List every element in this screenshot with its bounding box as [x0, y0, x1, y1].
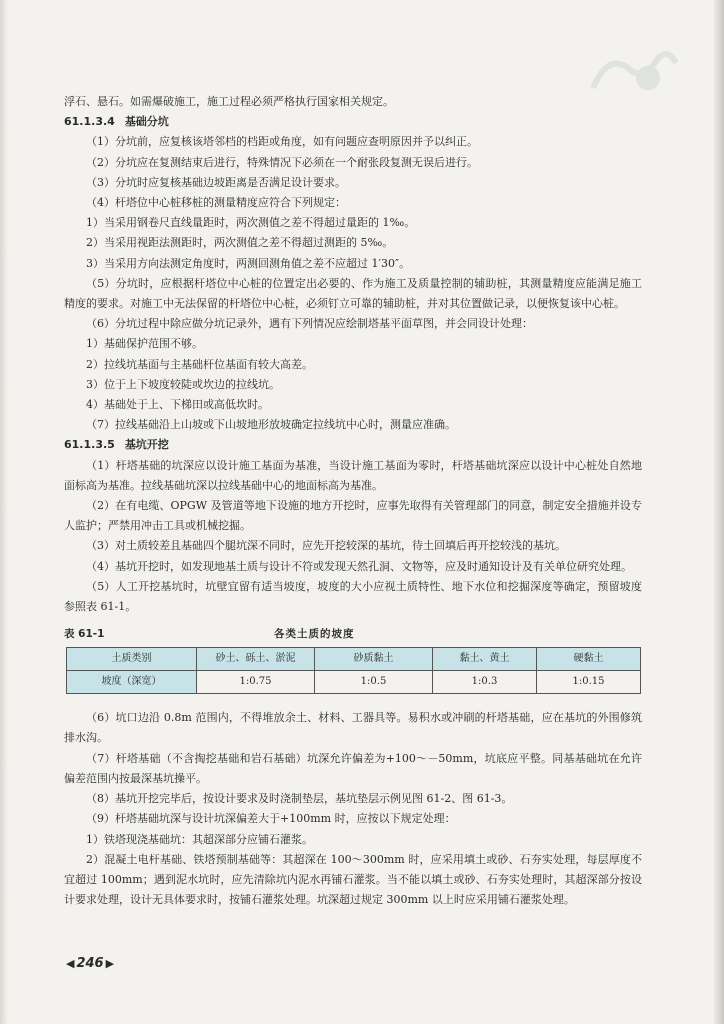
sub-list-item: 2）当采用视距法测距时，两次测值之差不得超过测距的 5‰。: [86, 236, 394, 250]
page-gutter-shadow: [0, 0, 8, 1024]
page-edge: [714, 0, 724, 1024]
triangle-left-icon: ◀: [66, 957, 75, 970]
paragraph: （3）对土质较差且基础四个腿坑深不同时，应先开挖较深的基坑，待土回填后再开挖较浅的基坑。: [86, 539, 566, 553]
page-number: 246: [76, 956, 104, 971]
table-cell: 1:0.3: [433, 671, 537, 694]
list-item: （2）分坑应在复测结束后进行，特殊情况下必须在一个耐张段复测无误后进行。: [86, 155, 478, 169]
table-row-label: 坡度（深宽）: [67, 671, 197, 694]
table-cell: 1:0.5: [315, 671, 433, 694]
list-item: （7）拉线基础沿上山坡或下山坡地形放坡确定拉线坑中心时，测量应准确。: [86, 418, 456, 432]
document-body: [64, 92, 642, 910]
soil-slope-table: [66, 647, 641, 694]
sub-list-item: 4）基础处于上、下梯田或高低坎时。: [86, 398, 269, 412]
sub-list-item: 3）位于上下坡度较陡或坎边的拉线坑。: [86, 377, 280, 391]
page-footer: [66, 956, 114, 971]
triangle-right-icon: ▶: [105, 957, 115, 970]
section-heading-61-1-3-4: 61.1.3.4 基础分坑: [64, 115, 169, 129]
paragraph: （4）基坑开挖时，如发现地基土质与设计不符或发现天然孔洞、文物等，应及时通知设计及有关单位研究处理。: [86, 559, 632, 573]
paragraph: （2）在有电缆、OPGW 及管道等地下设施的地方开挖时，应事先取得有关管理部门的同意，制定安全措施并设专人监护；严禁用冲击工具或机械挖掘。: [64, 499, 642, 533]
table-title: 各类土质的坡度: [274, 628, 355, 641]
sub-list-item: 2）拉线坑基面与主基础杆位基面有较大高差。: [86, 357, 313, 371]
section-heading-61-1-3-5: 61.1.3.5 基坑开挖: [64, 438, 169, 452]
list-item: （3）分坑时应复核基础边坡距离是否满足设计要求。: [86, 175, 346, 189]
paragraph: 浮石、悬石。如需爆破施工，施工过程必须严格执行国家相关规定。: [64, 95, 394, 108]
table-number: 表 61-1: [64, 628, 105, 641]
table-header-cell: 砂土、砾土、淤泥: [197, 648, 315, 671]
sub-list-item: 1）铁塔现浇基础坑：其超深部分应铺石灌浆。: [86, 832, 313, 846]
paragraph: （5）人工开挖基坑时，坑壁宜留有适当坡度，坡度的大小应视土质特性、地下水位和挖掘深度等确定，预留坡度参照表 61-1。: [64, 579, 642, 614]
table-caption: [64, 623, 642, 645]
table-header-cell: 砂质黏土: [315, 648, 433, 671]
table-row: [67, 671, 641, 694]
table-header-cell: 硬黏土: [537, 648, 641, 671]
table-header-cell: 土质类别: [67, 648, 197, 671]
list-item: （1）分坑前，应复核该塔邻档的档距或角度，如有问题应查明原因并予以纠正。: [86, 135, 478, 149]
paragraph: （1）杆塔基础的坑深应以设计施工基面为基准，当设计施工基面为零时，杆塔基础坑深应以设计中心桩处自然地面标高为基准。拉线基础坑深以拉线基础中心的地面标高为基准。: [64, 458, 642, 492]
table-cell: 1:0.75: [197, 671, 315, 694]
sub-list-item: 2）混凝土电杆基础、铁塔预制基础等：其超深在 100～300mm 时，应采用填土或砂、石夯实处理，每层厚度不宜超过 100mm；遇到泥水坑时，应先清除坑内泥水再铺石灌浆。当不能以填土或砂、石夯实处理时，其超深部分按设计要求处理，设计无具体要求时，按铺石灌浆处理。坑深超过规定 300mm 以上时应采用铺石灌浆处理。: [64, 852, 642, 907]
paragraph: （8）基坑开挖完毕后，按设计要求及时浇制垫层，基坑垫层示例见图 61-2、图 61-3。: [86, 792, 513, 806]
paragraph: （9）杆塔基础坑深与设计坑深偏差大于+100mm 时，应按以下规定处理：: [86, 812, 456, 826]
table-header-cell: 黏土、黄土: [433, 648, 537, 671]
table-cell: 1:0.15: [537, 671, 641, 694]
paragraph: （6）坑口边沿 0.8m 范围内，不得堆放余土、材料、工器具等。易积水或冲刷的杆塔基础，应在基坑的外围修筑排水沟。: [64, 711, 642, 745]
paragraph: （7）杆塔基础（不含掏挖基础和岩石基础）坑深允许偏差为+100～－50mm，坑底应平整。同基基础坑在允许偏差范围内按最深基坑操平。: [64, 751, 642, 785]
sub-list-item: 3）当采用方向法测定角度时，两测回测角值之差不应超过 1′30″。: [86, 256, 411, 270]
sub-list-item: 1）基础保护范围不够。: [86, 337, 203, 351]
paragraph: （6）分坑过程中除应做分坑记录外，遇有下列情况应绘制塔基平面草图，并会同设计处理：: [86, 317, 533, 331]
list-item: （4）杆塔位中心桩移桩的测量精度应符合下列规定：: [86, 196, 346, 210]
header-logo-watermark: [588, 48, 678, 98]
sub-list-item: 1）当采用钢卷尺直线量距时，两次测值之差不得超过量距的 1‰。: [86, 216, 416, 230]
paragraph: （5）分坑时，应根据杆塔位中心桩的位置定出必要的、作为施工及质量控制的辅助桩，其测量精度应能满足施工精度的要求。对施工中无法保留的杆塔位中心桩，必须钉立可靠的辅助桩，并对其位置做记录，以便恢复该中心桩。: [64, 276, 642, 311]
table-header-row: [67, 648, 641, 671]
